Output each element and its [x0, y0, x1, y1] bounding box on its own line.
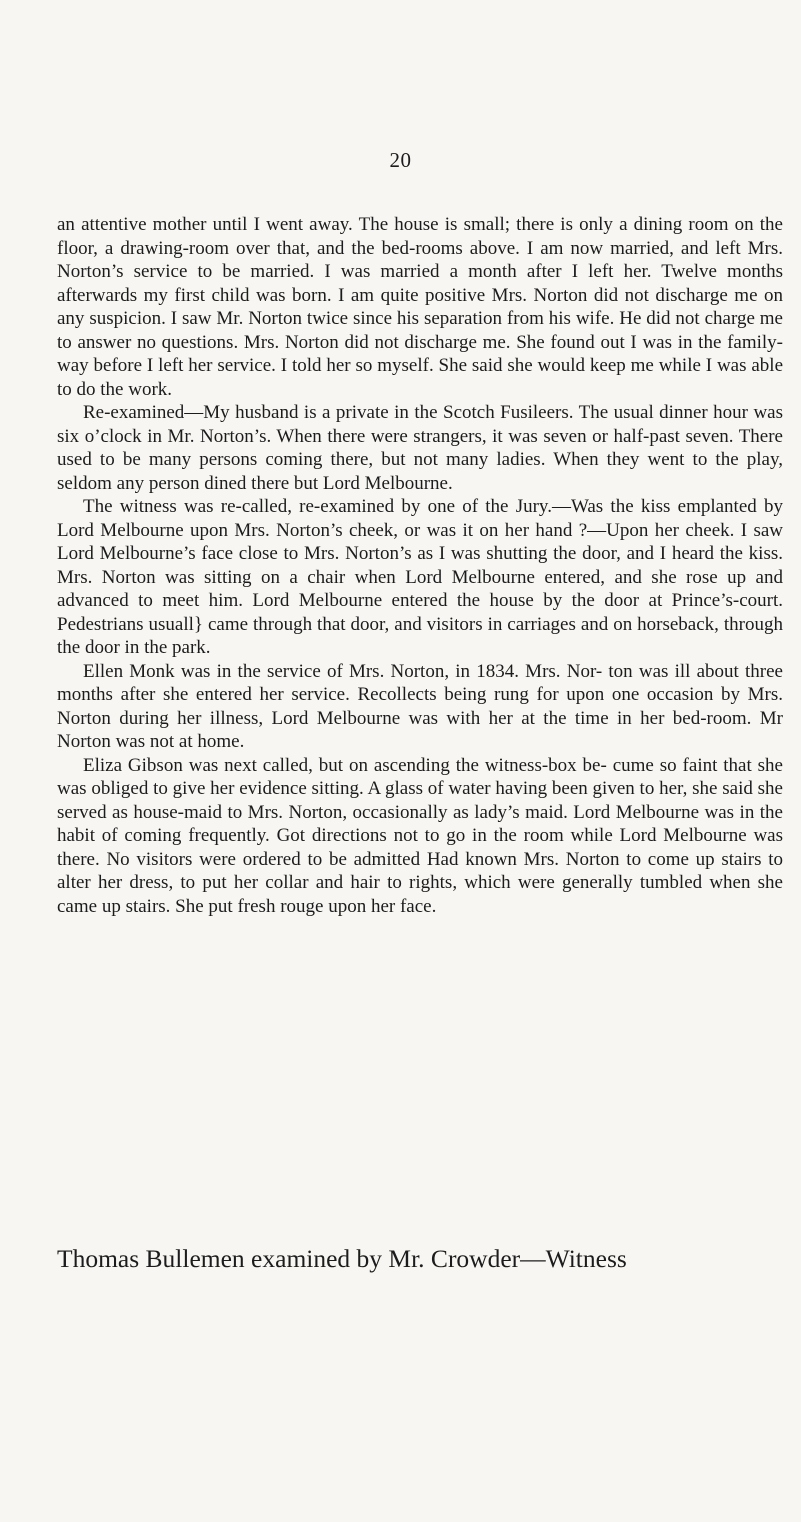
paragraph-ellen-monk: Ellen Monk was in the service of Mrs. Norton, in 1834. Mrs. Nor- ton was ill about three months after she entered her service. Recollects being rung for upon one occasion by Mrs. Norton during her illness, Lord Melbourne was with her at the time in her bed-room. Mr Norton was not at home. [57, 660, 783, 752]
next-witness-heading: Thomas Bullemen examined by Mr. Crowder—Witness [57, 1244, 627, 1273]
page-number: 20 [389, 148, 412, 172]
paragraph-jury-question: The witness was re-called, re-examined by one of the Jury.—Was the kiss emplanted by Lord Melbourne upon Mrs. Norton’s cheek, or was it on her hand ?—Upon her cheek. I saw Lord Melbourne’s face close to Mrs. Norton’s as I was shutting the door, and I heard the kiss. Mrs. Norton was sitting on a chair when Lord Melbourne entered, and she rose up and advanced to meet him. Lord Melbourne entered the house by the door at Prince’s-court. Pedestrians usuall} came through that door, and visitors in carriages and on horseback, through the door in the park. [57, 496, 783, 658]
paragraph-continued-testimony: an attentive mother until I went away. The house is small; there is only a dining room on the floor, a drawing-room over that, and the bed-rooms above. I am now married, and left Mrs. Norton’s service to be married. I was married a month after I left her. Twelve months afterwards my first child was born. I am quite positive Mrs. Norton did not discharge me on any suspicion. I saw Mr. Norton twice since his separation from his wife. He did not charge me to answer no questions. Mrs. Norton did not discharge me. She found out I was in the family-way before I left her service. I told her so myself. She said she would keep me while I was able to do the work. [57, 214, 783, 400]
body-text [57, 213, 783, 918]
paragraph-eliza-gibson: Eliza Gibson was next called, but on ascending the witness-box be- cume so faint that she was obliged to give her evidence sitting. A glass of water having been given to her, she said she served as house-maid to Mrs. Norton, occasionally as lady’s maid. Lord Melbourne was in the habit of coming frequently. Got directions not to go in the room while Lord Melbourne was there. No visitors were ordered to be admitted Had known Mrs. Norton to come up stairs to alter her dress, to put her collar and hair to rights, which were generally tumbled when she came up stairs. She put fresh rouge upon her face. [57, 754, 783, 917]
paragraph-re-examined: Re-examined—My husband is a private in the Scotch Fusileers. The usual dinner hour was six o’clock in Mr. Norton’s. When there were strangers, it was seven or half-past seven. There used to be many persons coming there, but not many ladies. When they went to the play, seldom any person dined there but Lord Melbourne. [57, 402, 783, 494]
